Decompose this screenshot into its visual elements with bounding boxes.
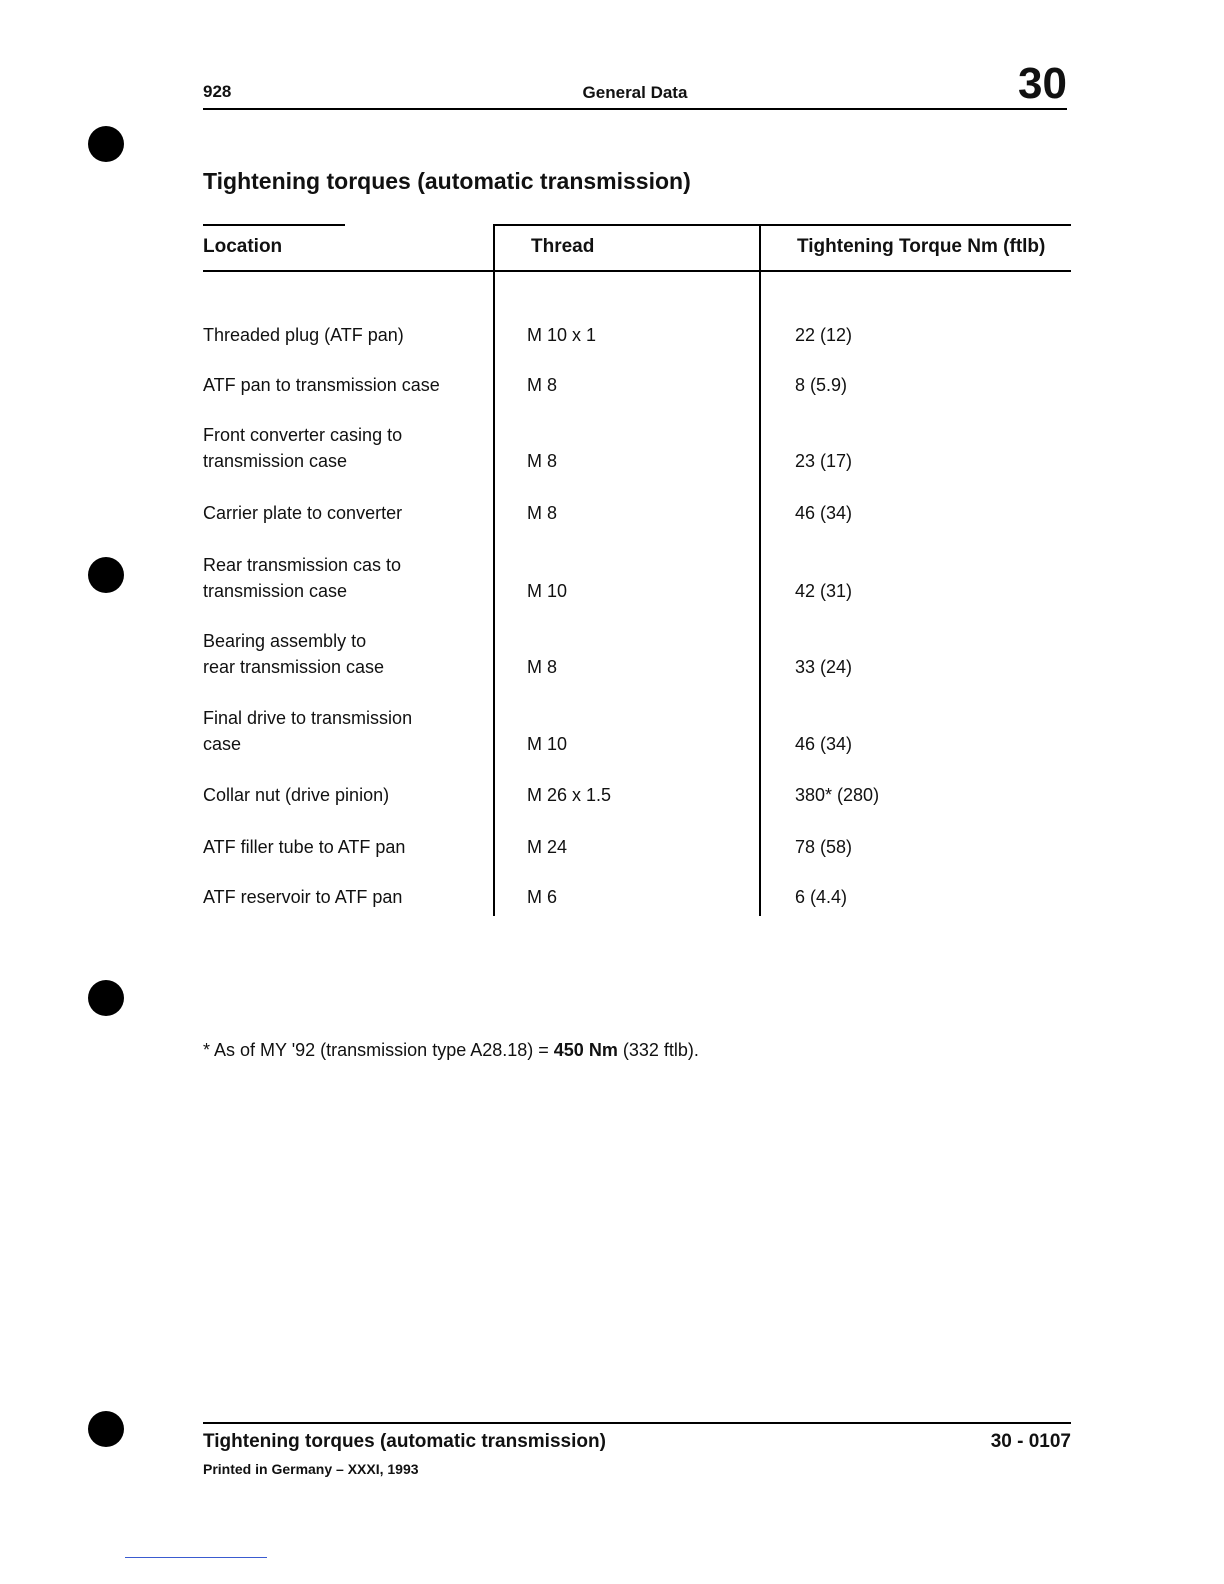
- column-header-torque: Tightening Torque Nm (ftlb): [797, 236, 1046, 257]
- cell-torque: 42 (31): [795, 581, 853, 601]
- cell-location: [203, 628, 483, 680]
- location-line: Threaded plug (ATF pan): [203, 325, 404, 345]
- location-line: Final drive to transmission: [203, 708, 413, 728]
- table-top-rule: [494, 224, 1071, 226]
- footnote-text: * As of MY '92 (transmission type A28.18) =: [203, 1040, 554, 1060]
- page-edge-mark: [125, 1557, 267, 1558]
- cell-thread: M 8: [527, 375, 558, 395]
- location-line: Carrier plate to converter: [203, 503, 403, 523]
- location-line: transmission case: [203, 451, 348, 471]
- table-row: [203, 628, 1071, 680]
- location-line: Bearing assembly to: [203, 631, 367, 651]
- cell-location: [203, 372, 483, 398]
- page-header: [203, 60, 1067, 110]
- torque-table: [203, 224, 1071, 916]
- cell-thread: M 10 x 1: [527, 325, 597, 345]
- table-row: [203, 884, 1071, 910]
- location-line: Collar nut (drive pinion): [203, 785, 390, 805]
- cell-thread: M 6: [527, 887, 558, 907]
- column-header-thread: Thread: [531, 236, 595, 257]
- location-line: ATF filler tube to ATF pan: [203, 837, 406, 857]
- cell-location: [203, 782, 483, 808]
- cell-location: [203, 422, 483, 474]
- cell-location: [203, 500, 483, 526]
- location-line: ATF reservoir to ATF pan: [203, 887, 403, 907]
- model-number: 928: [203, 82, 232, 101]
- location-line: case: [203, 734, 242, 754]
- chapter-number: 30: [1018, 59, 1067, 108]
- table-row: [203, 372, 1071, 398]
- cell-torque: 33 (24): [795, 657, 853, 677]
- table-row: [203, 552, 1071, 604]
- location-line: Rear transmission cas to: [203, 555, 402, 575]
- table-header-rule: [203, 270, 1071, 272]
- punch-hole: [88, 1411, 124, 1447]
- footnote-value: 450 Nm: [553, 1040, 618, 1060]
- cell-thread: M 8: [527, 503, 558, 523]
- cell-thread: M 10: [527, 581, 568, 601]
- footer-title: Tightening torques (automatic transmission): [203, 1431, 606, 1452]
- location-line: rear transmission case: [203, 657, 385, 677]
- table-top-rule: [203, 224, 345, 226]
- cell-thread: M 8: [527, 657, 558, 677]
- punch-hole: [88, 557, 124, 593]
- cell-torque: 22 (12): [795, 325, 853, 345]
- table-row: [203, 705, 1071, 757]
- page-number: 30 - 0107: [990, 1431, 1071, 1452]
- page-title: Tightening torques (automatic transmission): [203, 168, 691, 194]
- footer-rule: [203, 1422, 1071, 1424]
- location-line: Front converter casing to: [203, 425, 403, 445]
- table-row: [203, 322, 1071, 348]
- punch-hole: [88, 980, 124, 1016]
- cell-location: [203, 834, 483, 860]
- cell-thread: M 26 x 1.5: [527, 785, 612, 805]
- cell-torque: 78 (58): [795, 837, 853, 857]
- table-row: [203, 782, 1071, 808]
- table-row: [203, 422, 1071, 474]
- footnote-text-end: (332 ftlb).: [617, 1040, 699, 1060]
- table-row: [203, 834, 1071, 860]
- cell-torque: 6 (4.4): [795, 887, 848, 907]
- footnote: [203, 1040, 699, 1061]
- cell-location: [203, 705, 483, 757]
- cell-thread: M 24: [527, 837, 568, 857]
- print-info: Printed in Germany – XXXI, 1993: [203, 1461, 419, 1477]
- cell-torque: 23 (17): [795, 451, 853, 471]
- cell-torque: 380* (280): [795, 785, 880, 805]
- location-line: ATF pan to transmission case: [203, 375, 440, 395]
- cell-location: [203, 322, 483, 348]
- cell-torque: 46 (34): [795, 503, 853, 523]
- section-title: General Data: [582, 83, 688, 102]
- cell-thread: M 10: [527, 734, 568, 754]
- column-header-location: Location: [203, 236, 283, 257]
- cell-thread: M 8: [527, 451, 558, 471]
- cell-torque: 8 (5.9): [795, 375, 848, 395]
- table-row: [203, 500, 1071, 526]
- location-line: transmission case: [203, 581, 348, 601]
- cell-torque: 46 (34): [795, 734, 853, 754]
- cell-location: [203, 552, 483, 604]
- punch-hole: [88, 126, 124, 162]
- cell-location: [203, 884, 483, 910]
